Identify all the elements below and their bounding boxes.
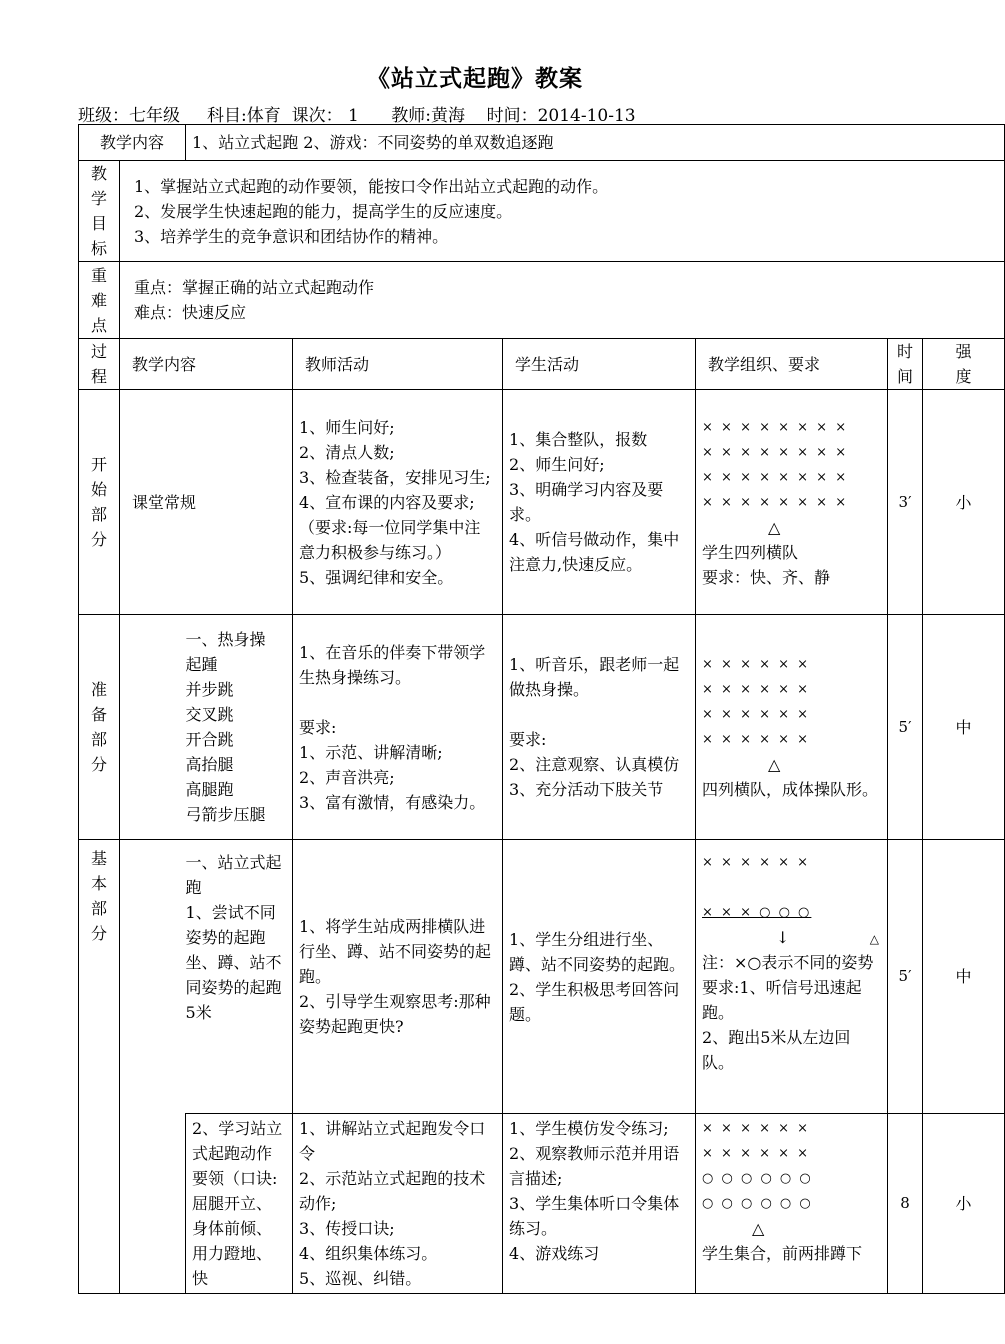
key-point: 难点：快速反应 <box>134 303 247 322</box>
learn-organization: × × × × × × × × × × × × ○ ○ ○ ○ ○ ○ ○ ○ ○ ○ ○ ○ △ 学生集合，前两排蹲下 <box>696 1114 888 1294</box>
prep-phase-label: 准 备 部 分 <box>79 615 120 840</box>
prep-content: 一、热身操 起踵 并步跳 交叉跳 开合跳 高抬腿 高腿跑 弓箭步压腿 <box>186 615 293 840</box>
formation-row: ○ ○ ○ ○ ○ ○ <box>702 1196 813 1211</box>
header-teacher: 教师活动 <box>293 339 503 390</box>
header-intensity: 强 度 <box>923 339 1005 390</box>
content-label: 教学内容 <box>79 125 186 161</box>
prep-organization: × × × × × × × × × × × × × × × × × × × × × × × × △ 四列横队，成体操队形。 <box>696 615 888 840</box>
time-label: 时间：2014-10-13 <box>486 106 636 126</box>
header-process: 过 程 <box>79 339 120 390</box>
start-phase-label: 开 始 部 分 <box>79 390 120 615</box>
basic-time: 5′ <box>888 840 923 1114</box>
prep-intensity: 中 <box>923 615 1005 840</box>
objectives-label: 教 学 目 标 <box>79 161 120 262</box>
basic-student-activity: 1、学生分组进行坐、蹲、站不同姿势的起跑。 2、学生积极思考回答问题。 <box>503 840 696 1114</box>
basic-section-row <box>79 840 1005 1114</box>
key-points-row <box>79 262 1005 339</box>
prep-time: 5′ <box>888 615 923 840</box>
basic-organization: × × × × × × × × × ○ ○ ○ ↓ △ 注：×○表示不同的姿势 要求:1、听信号迅速起跑。 2、跑出5米从左边回队。 <box>696 840 888 1114</box>
down-arrow-icon: ↓ <box>776 928 790 947</box>
prep-student-activity: 1、听音乐，跟老师一起做热身操。 要求: 2、注意观察、认真模仿 3、充分活动下肢关节 <box>503 615 696 840</box>
formation-row: × × × × × × × × <box>702 469 849 485</box>
formation-row: × × × × × × × × <box>702 419 849 435</box>
formation-row: × × × × × × <box>702 1146 811 1161</box>
start-organization: × × × × × × × × × × × × × × × × × × × × × × × × × × × × × × × × △ 学生四列横队 要求：快、齐、静 <box>696 390 888 615</box>
formation-row: ○ ○ ○ ○ ○ ○ <box>702 1171 813 1186</box>
formation-row: × × × × × × <box>702 682 811 697</box>
lesson-plan-table <box>78 124 1005 1294</box>
formation-row: × × × × × × <box>702 732 811 747</box>
header-row <box>79 339 1005 390</box>
start-intensity: 小 <box>923 390 1005 615</box>
learn-teacher-activity: 1、讲解站立式起跑发令口令 2、示范站立式起跑的技术动作; 3、传授口诀; 4、组织集体练习。 5、巡视、纠错。 <box>293 1114 503 1294</box>
key-points-list <box>120 262 1005 339</box>
formation-row: × × × × × × × × <box>702 494 849 510</box>
content-value: 1、站立式起跑 2、游戏：不同姿势的单双数追逐跑 <box>186 125 1005 161</box>
teacher-position-icon: △ <box>768 517 781 537</box>
start-student-activity: 1、集合整队，报数 2、师生问好; 3、明确学习内容及要求。 4、听信号做动作，集中注意力,快速反应。 <box>503 390 696 615</box>
header-time: 时 间 <box>888 339 923 390</box>
formation-row: × × × × × × × × <box>702 444 849 460</box>
content-row <box>79 125 1005 161</box>
header-content: 教学内容 <box>120 339 293 390</box>
lesson-label: 课次： 1 <box>291 106 359 126</box>
teacher-position-icon: △ <box>869 932 880 946</box>
formation-row: × × × × × × <box>702 855 811 870</box>
lesson-meta <box>78 101 898 126</box>
teacher-label: 教师:黄海 <box>391 106 465 126</box>
formation-row: × × × × × × <box>702 707 811 722</box>
basic-content: 一、站立式起跑 1、尝试不同姿势的起跑 坐、蹲、站不同姿势的起跑5米 <box>186 840 293 1114</box>
formation-row: × × × ○ ○ ○ <box>702 905 812 920</box>
prep-section-row <box>79 615 1005 840</box>
learn-student-activity: 1、学生模仿发令练习; 2、观察教师示范并用语言描述; 3、学生集体听口令集体练习。 4、游戏练习 <box>503 1114 696 1294</box>
objective-item: 1、掌握站立式起跑的动作要领，能按口令作出站立式起跑的动作。 <box>134 176 609 196</box>
teacher-position-icon: △ <box>752 1219 765 1238</box>
document-title: 《站立式起跑》教案 <box>367 65 583 92</box>
header-org: 教学组织、要求 <box>696 339 888 390</box>
basic-teacher-activity: 1、将学生站成两排横队进行坐、蹲、站不同姿势的起跑。 2、引导学生观察思考:那种姿势起跑更快? <box>293 840 503 1114</box>
subject-label: 科目:体育 <box>207 106 281 126</box>
objectives-row <box>79 161 1005 262</box>
basic-intensity: 中 <box>923 840 1005 1114</box>
start-section-row <box>79 390 1005 615</box>
learn-time: 8 <box>888 1114 923 1294</box>
start-teacher-activity: 1、师生问好; 2、清点人数; 3、检查装备，安排见习生; 4、宣布课的内容及要求;（要求:每一位同学集中注意力积极参与练习。） 5、强调纪律和安全。 <box>293 390 503 615</box>
objective-item: 3、培养学生的竞争意识和团结协作的精神。 <box>134 226 449 246</box>
prep-teacher-activity: 1、在音乐的伴奏下带领学生热身操练习。 要求: 1、示范、讲解清晰; 2、声音洪亮; 3、富有激情，有感染力。 <box>293 615 503 840</box>
header-student: 学生活动 <box>503 339 696 390</box>
formation-row: × × × × × × <box>702 657 811 672</box>
basic-phase-label: 基 本 部 分 <box>79 840 120 1294</box>
teacher-position-icon: △ <box>768 755 781 774</box>
objective-item: 2、发展学生快速起跑的能力，提高学生的反应速度。 <box>134 201 513 221</box>
learn-intensity: 小 <box>923 1114 1005 1294</box>
learn-content: 2、学习站立式起跑动作要领（口诀:屈腿开立、身体前倾、用力蹬地、快 <box>186 1114 293 1294</box>
key-points-label: 重 难 点 <box>79 262 120 339</box>
class-label: 班级：七年级 <box>78 106 180 126</box>
start-time: 3′ <box>888 390 923 615</box>
key-point: 重点：掌握正确的站立式起跑动作 <box>134 278 375 297</box>
start-content: 课堂常规 <box>120 390 293 615</box>
formation-row: × × × × × × <box>702 1121 811 1136</box>
objectives-list <box>120 161 1005 262</box>
learn-section-row <box>79 1114 1005 1294</box>
